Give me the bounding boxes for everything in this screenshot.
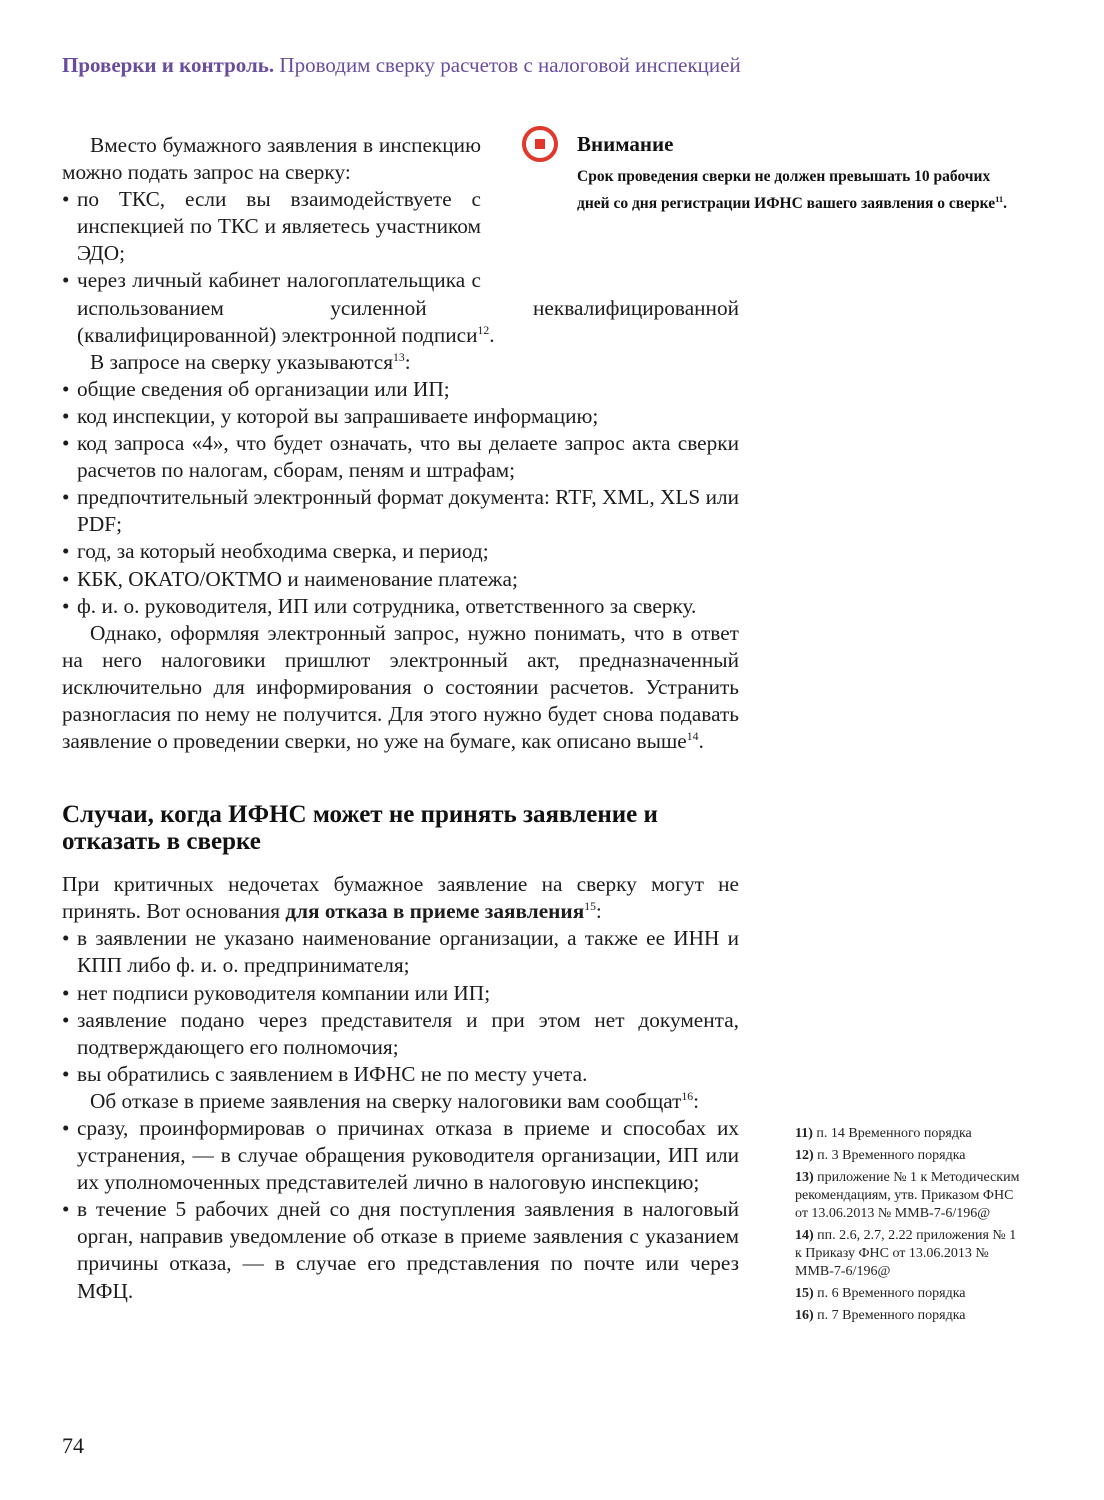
footnote: 13) приложение № 1 к Методическим рекомендациям, утв. Приказом ФНС от 13.06.2013 № ММВ-7-6/196@ [795,1170,1020,1221]
paragraph: Вместо бумажного заявления в инспекцию можно подать запрос на сверку: [62,133,481,185]
list-submission-methods [62,186,739,349]
paragraph: Об отказе в приеме заявления на сверку налоговики вам сообщат$^{16}$: [90,1088,700,1113]
list-item: • по ТКС, если вы взаимодействуете с инспекцией по ТКС и являетесь участником ЭДО; [62,186,739,267]
list-request-contents [62,376,739,620]
running-head [62,53,741,78]
list-item: • код инспекции, у которой вы запрашиваете информацию; [62,403,739,430]
running-head-title: Проводим сверку расчетов с налоговой инспекцией [279,53,741,77]
footnote: 15) п. 6 Временного порядка [795,1286,966,1301]
list-item: • вы обратились с заявлением в ИФНС не по месту учета. [62,1061,739,1088]
list-item: • общие сведения об организации или ИП; [62,376,739,403]
footnotes [795,1125,1025,1329]
attention-title: Внимание [577,132,674,156]
list-notification-ways [62,1115,739,1305]
list-item: • КБК, ОКАТО/ОКТМО и наименование платежа; [62,566,739,593]
list-item: • заявление подано через представителя и при этом нет документа, подтверждающего его полномочия; [62,1007,739,1061]
list-item: • в течение 5 рабочих дней со дня поступления заявления в налоговый орган, направив уведомление об отказе в приеме заявления с указанием причины отказа, — в случае его представления по почте или через МФЦ. [62,1196,739,1304]
list-item: • год, за который необходима сверка, и период; [62,538,739,565]
list-item: • предпочтительный электронный формат документа: RTF, XML, XLS или PDF; [62,484,739,538]
footnote: 16) п. 7 Временного порядка [795,1308,966,1323]
running-head-section: Проверки и контроль. [62,53,275,77]
attention-text: Срок проведения сверки не должен превышать 10 рабочих дней со дня регистрации ИФНС вашего заявления о сверке$^{11}$. [577,168,1007,212]
list-item: • в заявлении не указано наименование организации, а также ее ИНН и КПП либо ф. и. о. предпринимателя; [62,925,739,979]
page-number: 74 [62,1433,84,1458]
paragraph: При критичных недочетах бумажное заявление на сверку могут не принять. Вот основания для отказа в приеме заявления$^{15}$: [62,872,739,924]
section-heading: Случаи, когда ИФНС может не принять заявление и отказать в сверке [62,801,658,856]
list-item: • код запроса «4», что будет означать, что вы делаете запрос акта сверки расчетов по налогам, сборам, пеням и штрафам; [62,430,739,484]
list-item: • сразу, проинформировав о причинах отказа в приеме и способах их устранения, — в случае обращения руководителя организации, ИП или их уполномоченных представителей лично в налоговую инспекцию; [62,1115,739,1196]
list-item: • через личный кабинет налогоплательщика с использованием усиленной неквалифицированной (квалифицированной) электронной подписи$^{12}$. [62,267,739,348]
list-item: • ф. и. о. руководителя, ИП или сотрудника, ответственного за сверку. [62,593,739,620]
list-item: • нет подписи руководителя компании или ИП; [62,980,739,1007]
footnote: 11) п. 14 Временного порядка [795,1126,972,1141]
paragraph: Однако, оформляя электронный запрос, нужно понимать, что в ответ на него налоговики пришлют электронный акт, предназначенный исключительно для информирования о состоянии расчетов. Устранить разногласия по нему не получится. Для этого нужно будет снова подавать заявление о проведении сверки, но уже на бумаге, как описано выше$^{14}$. [62,620,739,754]
list-refusal-reasons [62,925,739,1088]
footnote: 12) п. 3 Временного порядка [795,1148,966,1163]
footnote: 14) пп. 2.6, 2.7, 2.22 приложения № 1 к Приказу ФНС от 13.06.2013 № ММВ-7-6/196@ [795,1228,1017,1279]
paragraph: В запросе на сверку указываются$^{13}$: [90,349,411,374]
main-text [62,132,739,1305]
